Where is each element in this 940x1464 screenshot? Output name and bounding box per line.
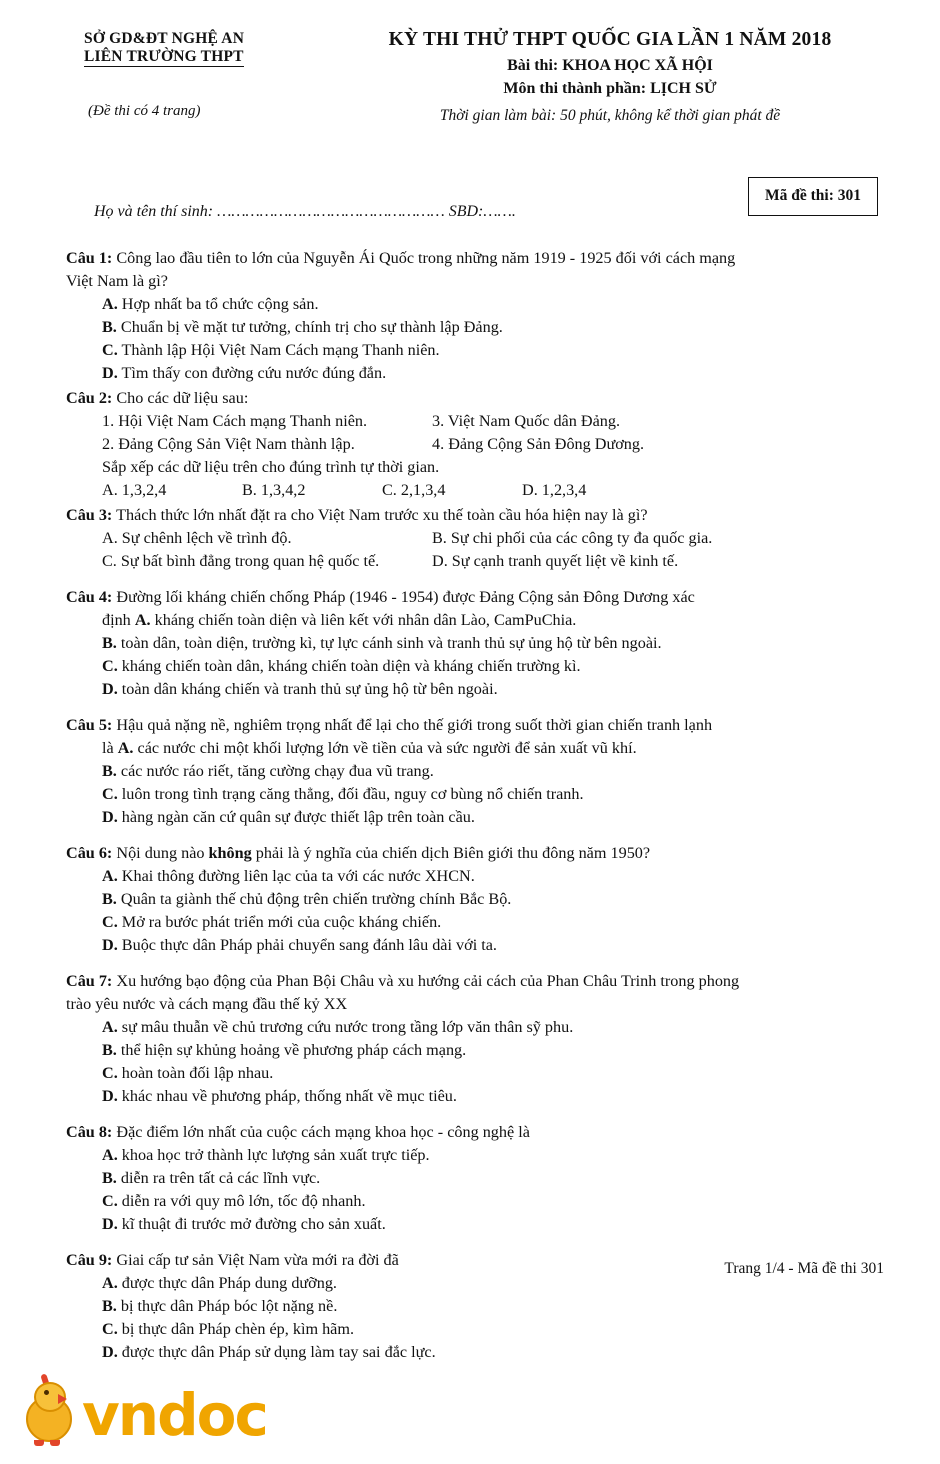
exam-subject: Bài thi: KHOA HỌC XÃ HỘI [507,57,713,74]
paper-pages-note: (Đề thi có 4 trang) [88,103,201,119]
option-text: Mở ra bước phát triển mới của cuộc kháng chiến. [121,913,442,931]
option-text: hoàn toàn đối lập nhau. [121,1064,274,1082]
option-c[interactable] [66,1190,884,1213]
question-stem [66,247,884,270]
option-text: 1,2,3,4 [541,481,587,499]
option-d[interactable] [66,1213,884,1236]
stem-cont-prefix: là [102,739,118,757]
question-emphasis: không [208,844,252,862]
brand-name: vndoc [82,1381,267,1449]
candidate-row [66,177,884,233]
question-2 [66,387,884,502]
option-label: D. [102,680,118,698]
question-stem [66,586,884,609]
question-number: Câu 6: [66,844,113,862]
header-left-block [66,28,336,120]
option-label: A. [102,867,118,885]
option-label: D. [102,364,118,382]
option-label: A. [102,1146,118,1164]
option-text: 2,1,3,4 [400,481,446,499]
option-label: A. [134,611,151,629]
option-label: D. [102,1343,118,1361]
question-text: Công lao đầu tiên to lớn của Nguyễn Ái Quốc trong những năm 1919 - 1925 đối với cách mạng [116,249,736,267]
option-label: C. [102,657,118,675]
option-c[interactable] [66,339,884,362]
department-name: SỞ GD&ĐT NGHỆ AN [84,30,245,47]
question-number: Câu 2: [66,389,113,407]
option-label: A. [117,739,134,757]
question-number: Câu 3: [66,506,113,524]
option-b[interactable] [66,1039,884,1062]
option-text: luôn trong tình trạng căng thẳng, đối đầu, nguy cơ bùng nổ chiến tranh. [121,785,584,803]
option-d[interactable] [432,550,884,573]
question-text-rest: phải là ý nghĩa của chiến dịch Biên giới thu đông năm 1950? [251,844,651,862]
option-text: Sự chi phối của các công ty đa quốc gia. [450,529,713,547]
question-number: Câu 8: [66,1123,113,1141]
option-label: B. [102,318,117,336]
option-text: được thực dân Pháp dung dưỡng. [121,1274,337,1292]
question-number: Câu 1: [66,249,113,267]
option-text: Sự cạnh tranh quyết liệt về kinh tế. [451,552,679,570]
question-stem-cont [66,737,884,760]
option-a[interactable] [66,865,884,888]
option-label: A. [102,1018,118,1036]
option-d[interactable] [66,362,884,385]
data-item-4: 4. Đảng Cộng Sản Đông Dương. [432,435,645,453]
option-text: các nước chi một khối lượng lớn về tiền của và sức người để sản xuất vũ khí. [133,739,637,757]
option-label: A. [102,529,118,547]
question-text: Hậu quả nặng nề, nghiêm trọng nhất để lại cho thế giới trong suốt thời gian chiến tranh lạnh [116,716,713,734]
option-d[interactable] [66,934,884,957]
option-text: Hợp nhất ba tổ chức cộng sản. [121,295,319,313]
question-number: Câu 9: [66,1251,113,1269]
option-text: Sự bất bình đẳng trong quan hệ quốc tế. [120,552,380,570]
option-a[interactable] [66,1144,884,1167]
option-label: D. [432,552,448,570]
option-text: Khai thông đường liên lạc của ta với các nước XHCN. [121,867,475,885]
question-stem [66,504,884,527]
option-d[interactable] [66,1085,884,1108]
question-7 [66,970,884,1108]
option-c[interactable] [66,911,884,934]
option-text: khác nhau về phương pháp, thống nhất về mục tiêu. [121,1087,457,1105]
chick-logo-icon [18,1380,76,1446]
option-label: D. [102,1215,118,1233]
questions-container [66,247,884,1364]
exam-title: KỲ THI THỬ THPT QUỐC GIA LẦN 1 NĂM 2018 [388,29,832,50]
option-label: D. [102,1087,118,1105]
option-b[interactable] [242,479,382,502]
option-text: kháng chiến toàn dân, kháng chiến toàn diện và kháng chiến trường kì. [121,657,581,675]
option-a[interactable] [102,479,242,502]
question-number: Câu 7: [66,972,113,990]
option-label: A. [102,1274,118,1292]
option-label: A. [102,481,118,499]
option-b[interactable] [66,1295,884,1318]
option-label: A. [102,295,118,313]
option-label: B. [432,529,447,547]
option-label: C. [382,481,397,499]
option-b[interactable] [66,316,884,339]
option-label: B. [102,762,117,780]
option-c[interactable] [102,550,432,573]
header-right-block [336,28,884,125]
options-row [66,527,884,550]
question-stem-cont: trào yêu nước và cách mạng đầu thế kỷ XX [66,995,348,1013]
option-text: toàn dân, toàn diện, trường kì, tự lực cánh sinh và tranh thủ sự ủng hộ từ bên ngoài. [120,634,662,652]
options-row [66,550,884,573]
option-c[interactable] [382,479,522,502]
option-b[interactable] [66,760,884,783]
question-instruction: Sắp xếp các dữ liệu trên cho đúng trình tự thời gian. [102,458,440,476]
option-text: hàng ngàn căn cứ quân sự được thiết lập trên toàn cầu. [121,808,475,826]
option-c[interactable] [66,655,884,678]
option-text: diễn ra với quy mô lớn, tốc độ nhanh. [121,1192,366,1210]
candidate-name-field[interactable]: Họ và tên thí sinh: ………………………………………… SBD:……. [94,203,516,220]
option-text: khoa học trở thành lực lượng sản xuất trực tiếp. [121,1146,430,1164]
option-b[interactable] [66,632,884,655]
option-label: D. [102,936,118,954]
option-d[interactable] [66,806,884,829]
stem-cont-prefix: định [102,611,135,629]
option-text: diễn ra trên tất cả các lĩnh vực. [120,1169,321,1187]
option-c[interactable] [66,1062,884,1085]
question-stem-cont: Việt Nam là gì? [66,272,168,290]
option-text: kháng chiến toàn diện và liên kết với nhân dân Lào, CamPuChia. [150,611,577,629]
option-text: các nước ráo riết, tăng cường chạy đua vũ trang. [120,762,434,780]
question-text: Xu hướng bạo động của Phan Bội Châu và xu hướng cải cách của Phan Châu Trinh trong phong [116,972,740,990]
data-items-row [66,410,884,433]
vndoc-watermark [18,1360,267,1449]
option-d[interactable] [522,479,662,502]
question-stem [66,714,884,737]
question-text: Thách thức lớn nhất đặt ra cho Việt Nam trước xu thế toàn cầu hóa hiện nay là gì? [116,506,648,524]
question-stem [66,1121,884,1144]
option-label: B. [102,634,117,652]
option-text: được thực dân Pháp sử dụng làm tay sai đắc lực. [121,1343,436,1361]
question-stem [66,387,884,410]
option-a[interactable] [66,293,884,316]
option-label: D. [522,481,538,499]
option-text: Quân ta giành thế chủ động trên chiến trường chính Bắc Bộ. [120,890,512,908]
data-item-2: 2. Đảng Cộng Sản Việt Nam thành lập. [102,435,355,453]
inline-options-row [66,479,884,502]
question-number: Câu 5: [66,716,113,734]
question-4 [66,586,884,701]
question-5 [66,714,884,829]
exam-code-badge: Mã đề thi: 301 [748,177,878,216]
question-stem [66,842,884,865]
option-label: B. [102,890,117,908]
option-c[interactable] [66,783,884,806]
option-text: Sự chênh lệch về trình độ. [121,529,292,547]
option-label: D. [102,808,118,826]
page-footer: Trang 1/4 - Mã đề thi 301 [724,1260,884,1277]
question-stem [66,970,884,993]
question-text: Đặc điểm lớn nhất của cuộc cách mạng khoa học - công nghệ là [116,1123,530,1141]
option-label: C. [102,552,117,570]
data-items-row [66,433,884,456]
option-text: kĩ thuật đi trước mở đường cho sản xuất. [121,1215,386,1233]
option-b[interactable] [432,527,884,550]
question-number: Câu 4: [66,588,113,606]
option-text: Thành lập Hội Việt Nam Cách mạng Thanh niên. [121,341,440,359]
option-text: toàn dân kháng chiến và tranh thủ sự ủng hộ từ bên ngoài. [121,680,498,698]
option-text: 1,3,2,4 [121,481,167,499]
option-b[interactable] [66,888,884,911]
question-text: Đường lối kháng chiến chống Pháp (1946 - 1954) được Đảng Cộng sản Đông Dương xác [116,588,695,606]
option-text: bị thực dân Pháp chèn ép, kìm hãm. [121,1320,354,1338]
data-item-1: 1. Hội Việt Nam Cách mạng Thanh niên. [102,412,368,430]
option-label: B. [102,1297,117,1315]
option-label: C. [102,785,118,803]
option-label: C. [102,1320,118,1338]
option-label: B. [102,1169,117,1187]
question-text: Giai cấp tư sản Việt Nam vừa mới ra đời đã [116,1251,399,1269]
exam-duration: Thời gian làm bài: 50 phút, không kể thời gian phát đề [439,107,781,124]
option-label: C. [102,1064,118,1082]
question-text-prefix: Nội dung nào [116,844,209,862]
school-group-name: LIÊN TRƯỜNG THPT [84,48,244,65]
question-8 [66,1121,884,1236]
option-label: C. [102,913,118,931]
option-label: B. [242,481,257,499]
option-text: thể hiện sự khủng hoảng về phương pháp cách mạng. [120,1041,467,1059]
exam-component: Môn thi thành phần: LỊCH SỬ [503,80,717,97]
option-text: Buộc thực dân Pháp phải chuyển sang đánh lâu dài với ta. [121,936,497,954]
question-3 [66,504,884,573]
option-label: C. [102,1192,118,1210]
option-a[interactable] [102,527,432,550]
option-text: bị thực dân Pháp bóc lột nặng nề. [120,1297,338,1315]
option-label: C. [102,341,118,359]
question-6 [66,842,884,957]
option-text: Chuẩn bị về mặt tư tưởng, chính trị cho sự thành lập Đảng. [120,318,503,336]
question-stem-cont [66,609,884,632]
option-c[interactable] [66,1318,884,1341]
option-text: sự mâu thuẫn về chủ trương cứu nước trong tầng lớp văn thân sỹ phu. [121,1018,574,1036]
option-text: Tìm thấy con đường cứu nước đúng đắn. [121,364,387,382]
option-a[interactable] [66,1016,884,1039]
question-text: Cho các dữ liệu sau: [116,389,249,407]
option-d[interactable] [66,678,884,701]
option-label: B. [102,1041,117,1059]
option-text: 1,3,4,2 [260,481,306,499]
question-1 [66,247,884,385]
option-b[interactable] [66,1167,884,1190]
data-item-3: 3. Việt Nam Quốc dân Đảng. [432,412,620,430]
page-header [66,28,884,125]
